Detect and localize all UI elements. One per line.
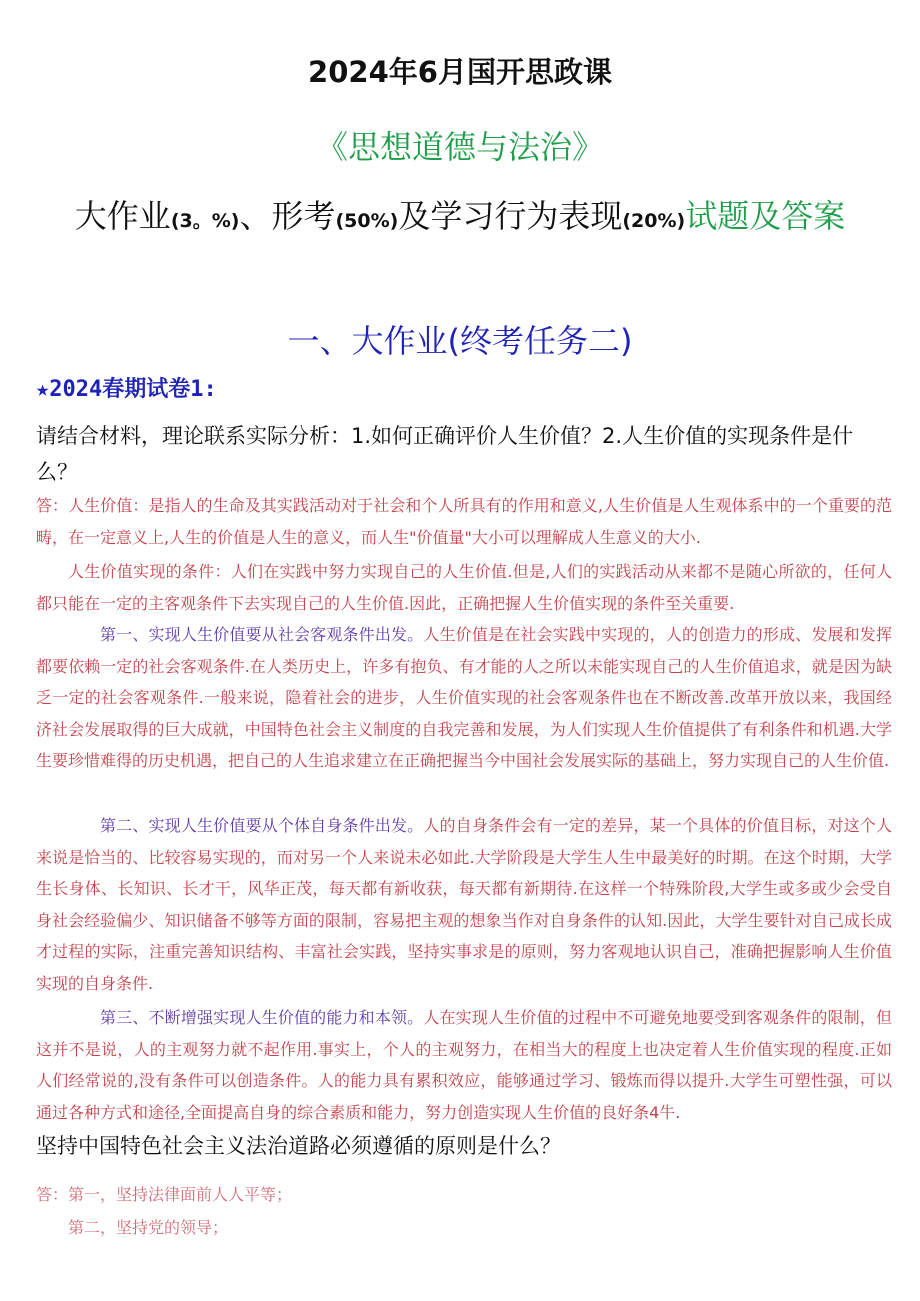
- star-icon: ★: [36, 377, 50, 402]
- point-2-body: 人的自身条件会有一定的差异，某一个具体的价值目标，对这个人来说是恰当的、比较容易实现的，而对另一个人来说未必如此.大学阶段是大学生人生中最美好的时期。在这个时期，大学生长身体、长知识、长才干，风华正茂，每天都有新收获，每天都有新期待.在这样一个特殊阶段,大学生或多或少会受自身社会经验偏少、知识储备不够等方面的限制，容易把主观的想象当作对自身条件的认知.因此，大学生要针对自己成长成才过程的实际，注重完善知识结构、丰富社会实践，坚持实事求是的原则，努力客观地认识自己，准确把握影响人生价值实现的自身条件.: [36, 816, 892, 993]
- exam-label: [36, 372, 217, 403]
- title-part-behavior-pct: (20%): [622, 210, 686, 232]
- answer-conditions: 人生价值实现的条件：人们在实践中努力实现自己的人生价值.但是,人们的实践活动从来都不是随心所欲的，任何人都只能在一定的主客观条件下去实现自己的人生价值.因此，正确把握人生价值实现的条件至关重要.: [36, 562, 892, 613]
- question-2: 坚持中国特色社会主义法治道路必须遵循的原则是什么？: [36, 1134, 561, 1158]
- section-heading: 一、大作业(终考任务二): [287, 322, 633, 360]
- point-1-heading: 第一、实现人生价值要从社会客观条件出发。: [100, 625, 424, 644]
- title-part-formative-pct: (50%): [335, 210, 399, 232]
- point-2-heading: 第二、实现人生价值要从个体自身条件出发。: [100, 816, 424, 835]
- answer-point-1: [36, 619, 892, 777]
- title-part-formative: 、形考: [239, 197, 336, 235]
- doc-title-assignment: [30, 185, 890, 252]
- exam-label-text: 2024春期试卷1:: [49, 377, 217, 402]
- title-part-behavior: 及学习行为表现: [398, 197, 623, 235]
- point-3-body: 人在实现人生价值的过程中不可避免地要受到客观条件的限制，但这并不是说，人的主观努力就不起作用.事实上，个人的主观努力，在相当大的程度上也决定着人生价值实现的程度.正如人们经常说的,没有条件可以创造条件。人的能力具有累积效应，能够通过学习、锻炼而得以提升.大学生可塑性强，可以通过各种方式和途径,全面提高自身的综合素质和能力，努力创造实现人生价值的良好条4牛.: [36, 1008, 892, 1122]
- answer-2-line-2: 第二，坚持党的领导；: [68, 1218, 229, 1237]
- doc-title-course: 《思想道德与法治》: [315, 128, 604, 166]
- answer-point-2: [36, 810, 892, 999]
- answer-point-3: [36, 1002, 892, 1128]
- title-part-homework: 大作业: [74, 197, 171, 235]
- title-part-homework-pct: (3。%): [170, 210, 240, 232]
- answer-intro: 答：人生价值：是指人的生命及其实践活动对于社会和个人所具有的作用和意义,人生价值是人生观体系中的一个重要的范畴，在一定意义上,人生的价值是人生的意义，而人生"价值量"大小可以理解成人生意义的大小.: [36, 496, 892, 547]
- doc-title-date: 2024年6月国开思政课: [308, 55, 612, 89]
- answer-2-line-1: 答：第一，坚持法律面前人人平等；: [36, 1185, 293, 1204]
- point-1-body: 人生价值是在社会实践中实现的，人的创造力的形成、发展和发挥都要依赖一定的社会客观条件.在人类历史上，许多有抱负、有才能的人之所以未能实现自己的人生价值追求，就是因为缺乏一定的社会客观条件.一般来说，隐着社会的进步，人生价值实现的社会客观条件也在不断改善.改革开放以来，我国经济社会发展取得的巨大成就，中国特色社会主义制度的自我完善和发展，为人们实现人生价值提供了有利条件和机遇.大学生要珍惜难得的历史机遇，把自己的人生追求建立在正确把握当今中国社会发展实际的基础上，努力实现自己的人生价值.: [36, 625, 892, 770]
- title-part-answers: 试题及答案: [685, 197, 846, 235]
- question-1: 请结合材料，理论联系实际分析：1.如何正确评价人生价值？2.人生价值的实现条件是什么？: [36, 424, 854, 484]
- point-3-heading: 第三、不断增强实现人生价值的能力和本领。: [100, 1008, 424, 1027]
